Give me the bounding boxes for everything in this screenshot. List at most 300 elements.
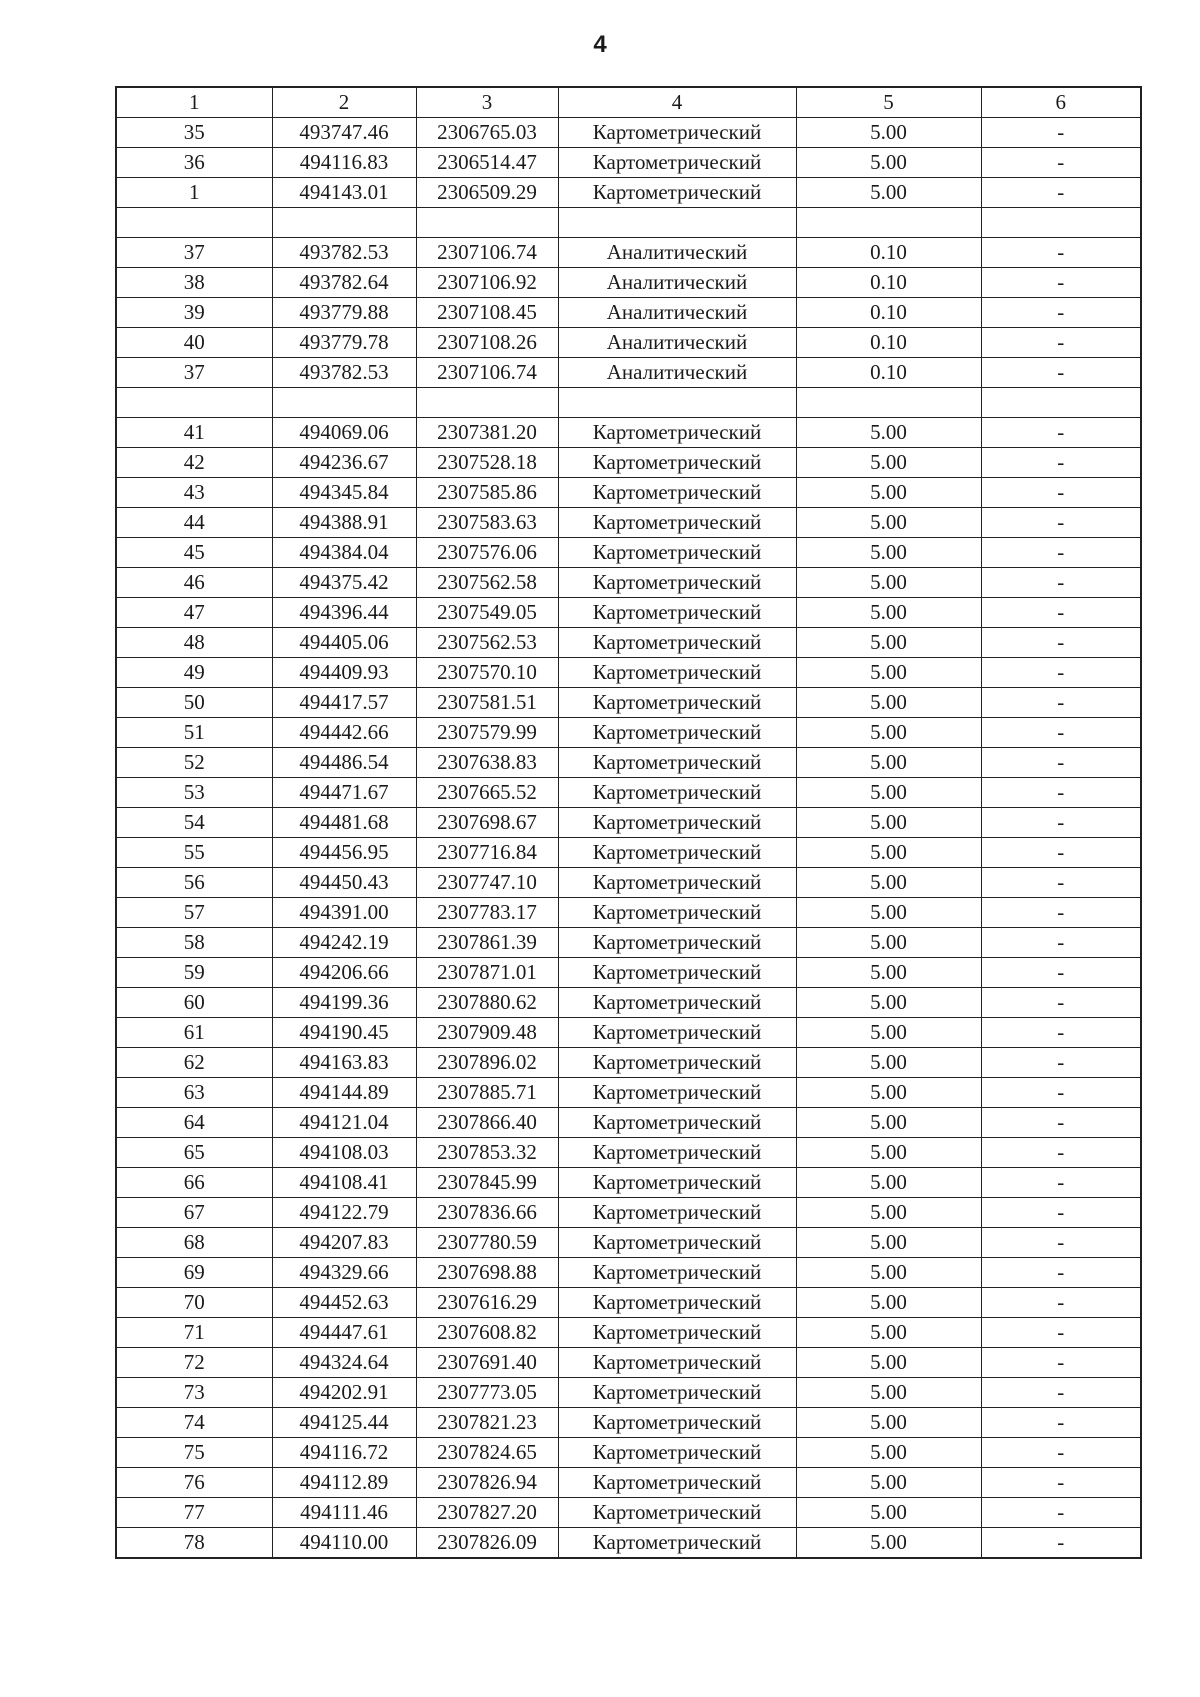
note-cell: -	[981, 508, 1141, 538]
note-cell: -	[981, 1228, 1141, 1258]
point-number-cell: 37	[116, 238, 272, 268]
accuracy-cell: 5.00	[796, 418, 981, 448]
table-row	[116, 868, 1141, 898]
table-row-empty	[116, 388, 1141, 418]
y-coordinate-cell: 2307562.53	[416, 628, 558, 658]
x-coordinate-cell: 494486.54	[272, 748, 416, 778]
note-cell: -	[981, 838, 1141, 868]
y-coordinate-cell: 2307381.20	[416, 418, 558, 448]
method-cell: Картометрический	[558, 898, 796, 928]
accuracy-cell: 5.00	[796, 868, 981, 898]
y-coordinate-cell	[416, 208, 558, 238]
table-body	[116, 118, 1141, 1559]
point-number-cell: 72	[116, 1348, 272, 1378]
note-cell: -	[981, 1168, 1141, 1198]
y-coordinate-cell: 2307581.51	[416, 688, 558, 718]
x-coordinate-cell: 494345.84	[272, 478, 416, 508]
point-number-cell: 56	[116, 868, 272, 898]
point-number-cell: 78	[116, 1528, 272, 1559]
method-cell: Картометрический	[558, 1018, 796, 1048]
method-cell: Картометрический	[558, 928, 796, 958]
point-number-cell: 53	[116, 778, 272, 808]
x-coordinate-cell	[272, 388, 416, 418]
y-coordinate-cell: 2307880.62	[416, 988, 558, 1018]
y-coordinate-cell: 2307106.92	[416, 268, 558, 298]
accuracy-cell: 5.00	[796, 568, 981, 598]
x-coordinate-cell: 494384.04	[272, 538, 416, 568]
y-coordinate-cell: 2307896.02	[416, 1048, 558, 1078]
table-row	[116, 538, 1141, 568]
table-row	[116, 628, 1141, 658]
table-row	[116, 748, 1141, 778]
y-coordinate-cell: 2307885.71	[416, 1078, 558, 1108]
note-cell: -	[981, 988, 1141, 1018]
method-cell: Картометрический	[558, 508, 796, 538]
table-row	[116, 1078, 1141, 1108]
accuracy-cell	[796, 208, 981, 238]
method-cell: Картометрический	[558, 1408, 796, 1438]
note-cell: -	[981, 1318, 1141, 1348]
table-row	[116, 118, 1141, 148]
point-number-cell: 1	[116, 178, 272, 208]
point-number-cell: 41	[116, 418, 272, 448]
method-cell: Картометрический	[558, 1468, 796, 1498]
note-cell: -	[981, 1198, 1141, 1228]
table-row	[116, 1348, 1141, 1378]
note-cell: -	[981, 898, 1141, 928]
x-coordinate-cell: 494125.44	[272, 1408, 416, 1438]
point-number-cell: 65	[116, 1138, 272, 1168]
table-row	[116, 178, 1141, 208]
table-row	[116, 148, 1141, 178]
point-number-cell: 67	[116, 1198, 272, 1228]
accuracy-cell: 5.00	[796, 1438, 981, 1468]
table-row	[116, 658, 1141, 688]
table-row	[116, 448, 1141, 478]
table-row	[116, 1108, 1141, 1138]
table-row	[116, 1288, 1141, 1318]
accuracy-cell	[796, 388, 981, 418]
point-number-cell: 49	[116, 658, 272, 688]
table-row	[116, 898, 1141, 928]
note-cell: -	[981, 1288, 1141, 1318]
method-cell: Картометрический	[558, 748, 796, 778]
y-coordinate-cell: 2307783.17	[416, 898, 558, 928]
accuracy-cell: 5.00	[796, 748, 981, 778]
y-coordinate-cell: 2307638.83	[416, 748, 558, 778]
y-coordinate-cell: 2307698.88	[416, 1258, 558, 1288]
point-number-cell: 39	[116, 298, 272, 328]
point-number-cell: 46	[116, 568, 272, 598]
y-coordinate-cell: 2307583.63	[416, 508, 558, 538]
x-coordinate-cell: 493779.88	[272, 298, 416, 328]
table-row	[116, 478, 1141, 508]
accuracy-cell: 5.00	[796, 1228, 981, 1258]
note-cell: -	[981, 1018, 1141, 1048]
note-cell: -	[981, 268, 1141, 298]
accuracy-cell: 5.00	[796, 1048, 981, 1078]
table-row	[116, 568, 1141, 598]
x-coordinate-cell: 494375.42	[272, 568, 416, 598]
point-number-cell: 64	[116, 1108, 272, 1138]
note-cell: -	[981, 1078, 1141, 1108]
point-number-cell: 50	[116, 688, 272, 718]
method-cell: Картометрический	[558, 1378, 796, 1408]
table-row	[116, 1138, 1141, 1168]
note-cell: -	[981, 118, 1141, 148]
header-row	[116, 87, 1141, 118]
method-cell: Картометрический	[558, 118, 796, 148]
method-cell: Картометрический	[558, 1078, 796, 1108]
table-row	[116, 1408, 1141, 1438]
accuracy-cell: 5.00	[796, 118, 981, 148]
method-cell: Картометрический	[558, 658, 796, 688]
x-coordinate-cell: 494396.44	[272, 598, 416, 628]
method-cell: Картометрический	[558, 598, 796, 628]
y-coordinate-cell: 2307821.23	[416, 1408, 558, 1438]
accuracy-cell: 0.10	[796, 328, 981, 358]
x-coordinate-cell: 494471.67	[272, 778, 416, 808]
x-coordinate-cell: 494069.06	[272, 418, 416, 448]
accuracy-cell: 5.00	[796, 808, 981, 838]
method-cell: Картометрический	[558, 1258, 796, 1288]
y-coordinate-cell: 2307773.05	[416, 1378, 558, 1408]
x-coordinate-cell: 494391.00	[272, 898, 416, 928]
note-cell: -	[981, 958, 1141, 988]
table-row	[116, 508, 1141, 538]
method-cell: Картометрический	[558, 1348, 796, 1378]
accuracy-cell: 5.00	[796, 1528, 981, 1559]
accuracy-cell: 5.00	[796, 1198, 981, 1228]
method-cell: Картометрический	[558, 478, 796, 508]
y-coordinate-cell: 2307108.26	[416, 328, 558, 358]
y-coordinate-cell: 2306509.29	[416, 178, 558, 208]
x-coordinate-cell: 494447.61	[272, 1318, 416, 1348]
point-number-cell: 47	[116, 598, 272, 628]
table-row	[116, 988, 1141, 1018]
note-cell: -	[981, 778, 1141, 808]
x-coordinate-cell: 494388.91	[272, 508, 416, 538]
note-cell: -	[981, 328, 1141, 358]
method-cell: Аналитический	[558, 238, 796, 268]
accuracy-cell: 5.00	[796, 838, 981, 868]
y-coordinate-cell: 2306514.47	[416, 148, 558, 178]
y-coordinate-cell: 2307866.40	[416, 1108, 558, 1138]
note-cell: -	[981, 808, 1141, 838]
x-coordinate-cell: 494110.00	[272, 1528, 416, 1559]
y-coordinate-cell: 2307585.86	[416, 478, 558, 508]
x-coordinate-cell: 493782.53	[272, 358, 416, 388]
method-cell: Картометрический	[558, 1228, 796, 1258]
x-coordinate-cell: 494456.95	[272, 838, 416, 868]
table-row	[116, 1168, 1141, 1198]
method-cell: Картометрический	[558, 1438, 796, 1468]
point-number-cell: 60	[116, 988, 272, 1018]
x-coordinate-cell: 494111.46	[272, 1498, 416, 1528]
table-row	[116, 328, 1141, 358]
accuracy-cell: 5.00	[796, 718, 981, 748]
method-cell: Картометрический	[558, 688, 796, 718]
note-cell: -	[981, 1108, 1141, 1138]
header-cell: 5	[796, 87, 981, 118]
method-cell: Картометрический	[558, 628, 796, 658]
method-cell: Картометрический	[558, 778, 796, 808]
x-coordinate-cell: 494206.66	[272, 958, 416, 988]
accuracy-cell: 0.10	[796, 268, 981, 298]
method-cell: Картометрический	[558, 838, 796, 868]
table-row	[116, 1018, 1141, 1048]
y-coordinate-cell: 2307827.20	[416, 1498, 558, 1528]
method-cell: Картометрический	[558, 718, 796, 748]
y-coordinate-cell: 2307824.65	[416, 1438, 558, 1468]
note-cell	[981, 388, 1141, 418]
y-coordinate-cell: 2307909.48	[416, 1018, 558, 1048]
x-coordinate-cell: 494405.06	[272, 628, 416, 658]
method-cell: Картометрический	[558, 1108, 796, 1138]
y-coordinate-cell: 2307106.74	[416, 238, 558, 268]
accuracy-cell: 5.00	[796, 1138, 981, 1168]
accuracy-cell: 5.00	[796, 1108, 981, 1138]
table-row-empty	[116, 208, 1141, 238]
point-number-cell: 74	[116, 1408, 272, 1438]
accuracy-cell: 0.10	[796, 238, 981, 268]
x-coordinate-cell: 493782.53	[272, 238, 416, 268]
point-number-cell: 70	[116, 1288, 272, 1318]
note-cell: -	[981, 718, 1141, 748]
accuracy-cell: 5.00	[796, 1078, 981, 1108]
header-cell: 6	[981, 87, 1141, 118]
x-coordinate-cell: 494236.67	[272, 448, 416, 478]
x-coordinate-cell: 494144.89	[272, 1078, 416, 1108]
accuracy-cell: 5.00	[796, 538, 981, 568]
header-cell: 2	[272, 87, 416, 118]
accuracy-cell: 5.00	[796, 1288, 981, 1318]
method-cell: Картометрический	[558, 1498, 796, 1528]
table-row	[116, 1528, 1141, 1559]
point-number-cell: 43	[116, 478, 272, 508]
point-number-cell: 37	[116, 358, 272, 388]
accuracy-cell: 5.00	[796, 508, 981, 538]
table-row	[116, 1048, 1141, 1078]
accuracy-cell: 5.00	[796, 1468, 981, 1498]
point-number-cell: 57	[116, 898, 272, 928]
point-number-cell: 63	[116, 1078, 272, 1108]
method-cell: Картометрический	[558, 958, 796, 988]
table-row	[116, 1228, 1141, 1258]
accuracy-cell: 5.00	[796, 928, 981, 958]
method-cell: Картометрический	[558, 1168, 796, 1198]
point-number-cell: 48	[116, 628, 272, 658]
point-number-cell: 54	[116, 808, 272, 838]
accuracy-cell: 5.00	[796, 1018, 981, 1048]
y-coordinate-cell: 2307570.10	[416, 658, 558, 688]
x-coordinate-cell: 494108.03	[272, 1138, 416, 1168]
y-coordinate-cell: 2306765.03	[416, 118, 558, 148]
note-cell: -	[981, 1258, 1141, 1288]
y-coordinate-cell: 2307528.18	[416, 448, 558, 478]
point-number-cell: 35	[116, 118, 272, 148]
x-coordinate-cell: 493747.46	[272, 118, 416, 148]
x-coordinate-cell: 494122.79	[272, 1198, 416, 1228]
point-number-cell: 61	[116, 1018, 272, 1048]
accuracy-cell: 5.00	[796, 688, 981, 718]
note-cell: -	[981, 1048, 1141, 1078]
accuracy-cell: 5.00	[796, 958, 981, 988]
header-cell: 4	[558, 87, 796, 118]
y-coordinate-cell: 2307845.99	[416, 1168, 558, 1198]
accuracy-cell: 5.00	[796, 478, 981, 508]
point-number-cell: 71	[116, 1318, 272, 1348]
x-coordinate-cell: 494116.83	[272, 148, 416, 178]
y-coordinate-cell: 2307616.29	[416, 1288, 558, 1318]
method-cell: Картометрический	[558, 568, 796, 598]
y-coordinate-cell: 2307716.84	[416, 838, 558, 868]
y-coordinate-cell: 2307826.94	[416, 1468, 558, 1498]
note-cell: -	[981, 1468, 1141, 1498]
method-cell: Аналитический	[558, 268, 796, 298]
y-coordinate-cell: 2307826.09	[416, 1528, 558, 1559]
coordinates-table	[115, 86, 1142, 1559]
table-row	[116, 838, 1141, 868]
y-coordinate-cell: 2307106.74	[416, 358, 558, 388]
y-coordinate-cell: 2307871.01	[416, 958, 558, 988]
x-coordinate-cell: 494207.83	[272, 1228, 416, 1258]
x-coordinate-cell: 494417.57	[272, 688, 416, 718]
method-cell: Картометрический	[558, 988, 796, 1018]
point-number-cell: 38	[116, 268, 272, 298]
point-number-cell: 68	[116, 1228, 272, 1258]
y-coordinate-cell: 2307698.67	[416, 808, 558, 838]
table-row	[116, 928, 1141, 958]
table-row	[116, 1498, 1141, 1528]
y-coordinate-cell: 2307691.40	[416, 1348, 558, 1378]
note-cell: -	[981, 868, 1141, 898]
note-cell: -	[981, 658, 1141, 688]
y-coordinate-cell: 2307579.99	[416, 718, 558, 748]
method-cell: Аналитический	[558, 328, 796, 358]
method-cell	[558, 208, 796, 238]
note-cell: -	[981, 418, 1141, 448]
page-number: 4	[593, 31, 607, 58]
accuracy-cell: 5.00	[796, 628, 981, 658]
x-coordinate-cell: 493782.64	[272, 268, 416, 298]
point-number-cell: 51	[116, 718, 272, 748]
table-row	[116, 418, 1141, 448]
y-coordinate-cell: 2307108.45	[416, 298, 558, 328]
accuracy-cell: 5.00	[796, 598, 981, 628]
x-coordinate-cell: 494112.89	[272, 1468, 416, 1498]
note-cell	[981, 208, 1141, 238]
table-row	[116, 598, 1141, 628]
y-coordinate-cell: 2307861.39	[416, 928, 558, 958]
point-number-cell: 62	[116, 1048, 272, 1078]
table-row	[116, 1438, 1141, 1468]
accuracy-cell: 5.00	[796, 448, 981, 478]
table-header	[116, 87, 1141, 118]
table-row	[116, 358, 1141, 388]
note-cell: -	[981, 628, 1141, 658]
method-cell: Картометрический	[558, 1138, 796, 1168]
y-coordinate-cell: 2307665.52	[416, 778, 558, 808]
note-cell: -	[981, 1378, 1141, 1408]
y-coordinate-cell: 2307562.58	[416, 568, 558, 598]
note-cell: -	[981, 1438, 1141, 1468]
table-row	[116, 1198, 1141, 1228]
point-number-cell	[116, 388, 272, 418]
accuracy-cell: 5.00	[796, 988, 981, 1018]
table-row	[116, 718, 1141, 748]
y-coordinate-cell: 2307836.66	[416, 1198, 558, 1228]
point-number-cell: 40	[116, 328, 272, 358]
accuracy-cell: 5.00	[796, 1378, 981, 1408]
point-number-cell: 55	[116, 838, 272, 868]
point-number-cell: 69	[116, 1258, 272, 1288]
method-cell: Картометрический	[558, 418, 796, 448]
y-coordinate-cell: 2307747.10	[416, 868, 558, 898]
method-cell: Картометрический	[558, 1528, 796, 1559]
accuracy-cell: 5.00	[796, 778, 981, 808]
accuracy-cell: 5.00	[796, 148, 981, 178]
accuracy-cell: 5.00	[796, 1498, 981, 1528]
method-cell: Картометрический	[558, 1288, 796, 1318]
x-coordinate-cell: 494329.66	[272, 1258, 416, 1288]
header-cell: 1	[116, 87, 272, 118]
x-coordinate-cell: 494143.01	[272, 178, 416, 208]
point-number-cell: 45	[116, 538, 272, 568]
note-cell: -	[981, 178, 1141, 208]
note-cell: -	[981, 298, 1141, 328]
table-row	[116, 1378, 1141, 1408]
note-cell: -	[981, 1498, 1141, 1528]
method-cell: Картометрический	[558, 808, 796, 838]
method-cell: Картометрический	[558, 868, 796, 898]
accuracy-cell: 5.00	[796, 1168, 981, 1198]
x-coordinate-cell: 494242.19	[272, 928, 416, 958]
accuracy-cell: 5.00	[796, 1318, 981, 1348]
point-number-cell: 76	[116, 1468, 272, 1498]
table-row	[116, 268, 1141, 298]
point-number-cell: 42	[116, 448, 272, 478]
point-number-cell: 36	[116, 148, 272, 178]
note-cell: -	[981, 1528, 1141, 1559]
x-coordinate-cell	[272, 208, 416, 238]
x-coordinate-cell: 494121.04	[272, 1108, 416, 1138]
x-coordinate-cell: 494163.83	[272, 1048, 416, 1078]
note-cell: -	[981, 238, 1141, 268]
method-cell: Картометрический	[558, 178, 796, 208]
x-coordinate-cell: 494450.43	[272, 868, 416, 898]
point-number-cell: 58	[116, 928, 272, 958]
x-coordinate-cell: 494108.41	[272, 1168, 416, 1198]
note-cell: -	[981, 1348, 1141, 1378]
x-coordinate-cell: 494190.45	[272, 1018, 416, 1048]
method-cell: Картометрический	[558, 538, 796, 568]
x-coordinate-cell: 494199.36	[272, 988, 416, 1018]
point-number-cell: 59	[116, 958, 272, 988]
note-cell: -	[981, 688, 1141, 718]
accuracy-cell: 5.00	[796, 1258, 981, 1288]
point-number-cell: 44	[116, 508, 272, 538]
y-coordinate-cell: 2307853.32	[416, 1138, 558, 1168]
point-number-cell: 73	[116, 1378, 272, 1408]
x-coordinate-cell: 494116.72	[272, 1438, 416, 1468]
table-row	[116, 298, 1141, 328]
method-cell: Аналитический	[558, 298, 796, 328]
note-cell: -	[981, 928, 1141, 958]
x-coordinate-cell: 494481.68	[272, 808, 416, 838]
table-row	[116, 1258, 1141, 1288]
x-coordinate-cell: 493779.78	[272, 328, 416, 358]
